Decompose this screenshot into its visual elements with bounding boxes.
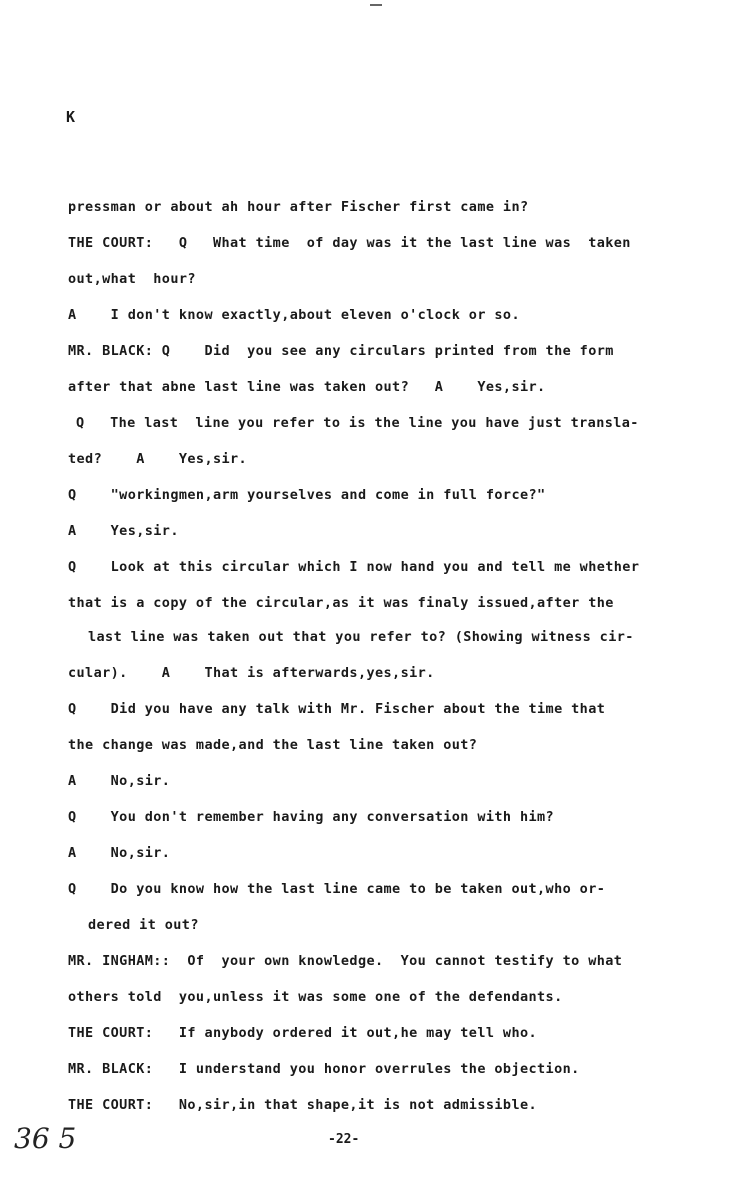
transcript-line: A No,sir. [68,773,171,789]
transcript-line: A I don't know exactly,about eleven o'clock or so. [68,307,520,323]
transcript-line: the change was made,and the last line taken out? [68,737,478,753]
transcript-line: pressman or about ah hour after Fischer first came in? [68,199,529,215]
transcript-line: Q Do you know how the last line came to be taken out,who or- [68,881,606,897]
transcript-line: Q The last line you refer to is the line you have just transla- [76,415,639,431]
page-number: -22- [328,1132,360,1147]
transcript-line: that is a copy of the circular,as it was finaly issued,after the [68,595,614,611]
transcript-line: THE COURT: No,sir,in that shape,it is not admissible. [68,1097,538,1113]
transcript-line: Q "workingmen,arm yourselves and come in full force?" [68,487,546,503]
transcript-line: Q Did you have any talk with Mr. Fischer about the time that [68,701,606,717]
transcript-line: THE COURT: If anybody ordered it out,he may tell who. [68,1025,538,1041]
transcript-line: THE COURT: Q What time of day was it the last line was taken [68,235,631,251]
transcript-line: ted? A Yes,sir. [68,451,248,467]
transcript-line: MR. BLACK: Q Did you see any circulars printed from the form [68,343,614,359]
transcript-line: dered it out? [88,917,199,933]
transcript-line: after that abne last line was taken out? A Yes,sir. [68,379,546,395]
handwritten-margin-note: 36 5 [14,1122,77,1155]
transcript-line: last line was taken out that you refer to? (Showing witness cir- [88,629,634,645]
transcript-line: MR. INGHAM:: Of your own knowledge. You cannot testify to what [68,953,623,969]
transcript-line: MR. BLACK: I understand you honor overrules the objection. [68,1061,580,1077]
transcript-line: Q You don't remember having any conversation with him? [68,809,555,825]
transcript-line: out,what hour? [68,271,196,287]
transcript-line: others told you,unless it was some one of the defendants. [68,989,563,1005]
corner-letter: K [66,108,76,126]
transcript-line: A No,sir. [68,845,171,861]
transcript-line: A Yes,sir. [68,523,179,539]
transcript-line: cular). A That is afterwards,yes,sir. [68,665,435,681]
transcript-line: Q Look at this circular which I now hand you and tell me whether [68,559,640,575]
page-top-mark [370,4,382,6]
